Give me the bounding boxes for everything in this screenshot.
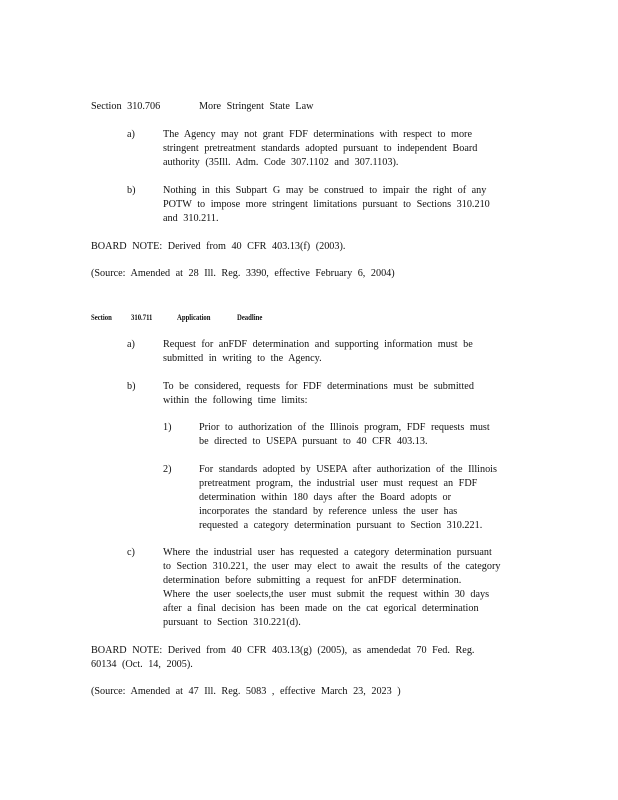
subitem-line: pretreatment program, the industrial user must request an FDF: [199, 478, 478, 489]
item-label: a): [127, 339, 135, 350]
item-line: within the following time limits:: [163, 395, 308, 406]
section-heading-number: 310.711: [131, 313, 153, 322]
item-line: to Section 310.221, the user may elect to await the results of the category: [163, 561, 501, 572]
subitem-label: 1): [163, 422, 172, 433]
source-note: (Source: Amended at 47 Ill. Reg. 5083 , effective March 23, 2023 ): [91, 686, 401, 697]
subitem-label: 2): [163, 464, 172, 475]
item-line: Nothing in this Subpart G may be construed to impair the right of any: [163, 185, 487, 196]
item-line: pursuant to Section 310.221(d).: [163, 617, 301, 628]
item-label: b): [127, 185, 136, 196]
item-label: b): [127, 381, 136, 392]
item-line: POTW to impose more stringent limitations pursuant to Sections 310.210: [163, 199, 490, 210]
section-heading-title: Application: [177, 313, 211, 322]
item-line: authority (35Ill. Adm. Code 307.1102 and 307.1103).: [163, 157, 399, 168]
subitem-line: determination within 180 days after the Board adopts or: [199, 492, 452, 503]
board-note: BOARD NOTE: Derived from 40 CFR 403.13(g) (2005), as amendedat 70 Fed. Reg.: [91, 645, 475, 656]
subitem-line: Prior to authorization of the Illinois program, FDF requests must: [199, 422, 490, 433]
item-label: a): [127, 129, 135, 140]
item-line: and 310.211.: [163, 213, 219, 224]
subitem-line: requested a category determination pursuant to Section 310.221.: [199, 520, 483, 531]
section-heading-label: Section: [91, 313, 112, 322]
item-line: To be considered, requests for FDF determinations must be submitted: [163, 381, 474, 392]
item-line: The Agency may not grant FDF determinations with respect to more: [163, 129, 472, 140]
item-label: c): [127, 547, 135, 558]
subitem-line: For standards adopted by USEPA after authorization of the Illinois: [199, 464, 497, 475]
item-line: submitted in writing to the Agency.: [163, 353, 322, 364]
item-line: determination before submitting a request for anFDF determination.: [163, 575, 462, 586]
source-note: (Source: Amended at 28 Ill. Reg. 3390, effective February 6, 2004): [91, 268, 395, 279]
item-line: after a final decision has been made on the cat egorical determination: [163, 603, 479, 614]
item-line: Where the industrial user has requested a category determination pursuant: [163, 547, 492, 558]
section-heading-title: Deadline: [237, 313, 263, 322]
section-heading-number: Section 310.706: [91, 101, 161, 112]
board-note: BOARD NOTE: Derived from 40 CFR 403.13(f) (2003).: [91, 241, 346, 252]
item-line: Request for anFDF determination and supporting information must be: [163, 339, 473, 350]
subitem-line: incorporates the standard by reference unless the user has: [199, 506, 458, 517]
item-line: stringent pretreatment standards adopted pursuant to independent Board: [163, 143, 478, 154]
section-heading-title: More Stringent State Law: [199, 101, 314, 112]
subitem-line: be directed to USEPA pursuant to 40 CFR 403.13.: [199, 436, 428, 447]
board-note: 60134 (Oct. 14, 2005).: [91, 659, 193, 670]
item-line: Where the user soelects,the user must submit the request within 30 days: [163, 589, 490, 600]
